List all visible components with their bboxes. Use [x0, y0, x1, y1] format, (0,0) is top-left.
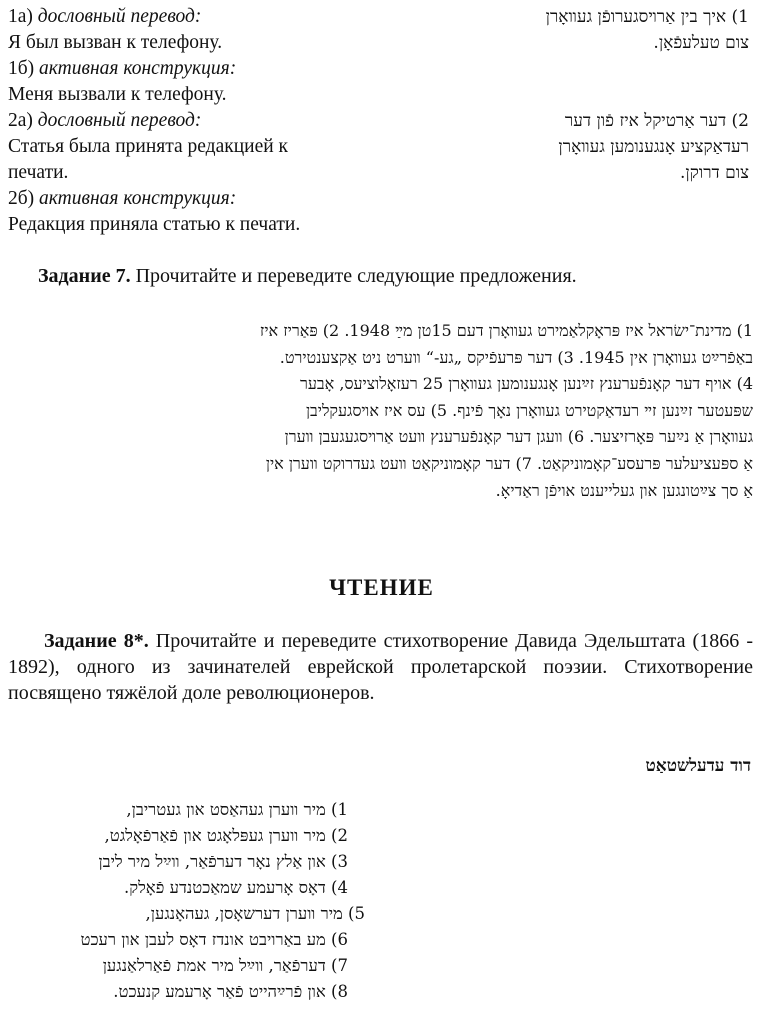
sentence-line: אַ ספּעציעלער פּרעסע־קאָמוניקאַט. 7) דער קאָמוניקאַט װעט געדרוקט װערן אין: [265, 453, 753, 473]
sentence-line: געװאָרן אַ נײַער פּאָרזיצער. 6) װעגן דער קאָנפֿערענץ װעט אַרױסגעגעבן װערן: [284, 427, 753, 447]
sentence-line: 1) מדינת־ישׂראל איז פּראָקלאַמירט געװאָרן דעם 15טן מײַ 1948. 2) פּאַריז איז: [259, 321, 753, 340]
task-8-instruction: Прочитайте и переведите стихотворение Давида Эдельштата (1866 - 1892), одного из зачинателей еврейской пролетарской поэзии. Стихотворение посвящено тяжёлой доле революционеров.: [8, 630, 753, 704]
poem-line: 2) מיר װערן געפּלאָגט און פֿאַרפֿאָלגט,: [104, 826, 348, 845]
examples-russian-column: [8, 4, 413, 238]
poem-line: 3) און אַלץ נאָר דערפֿאַר, װײַל מיר ליבן: [98, 852, 348, 871]
sentence-line: 4) אויף דער קאָנפֿערענץ זײַנען אָנגענומען געװאָרן 25 רעזאָלוציעס, אָבער: [300, 374, 753, 394]
yiddish-example-2: 2) דער אַרטיקל איז פֿון דער רעדאַקציע אָנגענומען געװאָרן צום דרוקן.: [558, 111, 749, 183]
poem-line: 6) מע באַרויבט אונדז דאָס לעבן און רעכט: [80, 930, 348, 949]
poem-line: 8) און פֿרײַהייט פֿאַר אָרעמע קנעכט.: [113, 982, 348, 1001]
example-line: Редакция приняла статью к печати.: [8, 214, 301, 235]
poem-line: 4) דאָס אָרעמע שמאַכטנדע פֿאָלק.: [124, 878, 348, 897]
poem-line: 7) דערפֿאַר, װײַל מיר אמת פֿאַרלאַנגען: [102, 956, 348, 975]
sentence-line: אַ סך צײַטונגען און געלייענט אויפֿן ראַדיאָ.: [495, 480, 753, 500]
sentence-line: שפּעטער זײַנען זײ רעדאַקטירט געװאָרן נאָך פֿינף. 5) עס איז אױסגעקליבן: [305, 400, 753, 420]
task-8-label: Задание 8*.: [44, 630, 149, 652]
example-line: Меня вызвали к телефону.: [8, 84, 227, 105]
section-heading: ЧТЕНИЕ: [329, 575, 434, 600]
task-7-label: Задание 7.: [38, 265, 131, 287]
example-line: 2б) активная конструкция:: [8, 188, 237, 209]
example-line: Статья была принята редакцией к: [8, 136, 289, 157]
example-line: 1б) активная конструкция:: [8, 58, 237, 79]
example-line: 1а) дословный перевод:: [8, 6, 202, 27]
task-7-sentences: [8, 318, 753, 504]
yiddish-example-1: 1) איך בין אַרױסגערופֿן געװאָרן צום טעלעפֿאָן.: [545, 7, 749, 53]
task-8-paragraph: [8, 628, 753, 706]
poem-author: דוד עדעלשטאַט: [645, 756, 751, 776]
sentence-line: באַפֿרײַט געװאָרן אין 1945. 3) דער פּרעפֿיקס „גע-“ װערט ניט אַקצענטירט.: [279, 347, 753, 367]
poem-line: 1) מיר װערן געהאַסט און געטריבן,: [126, 800, 348, 819]
task-7-instruction: Прочитайте и переведите следующие предложения.: [130, 265, 577, 287]
example-line: печати.: [8, 162, 69, 183]
example-line: Я был вызван к телефону.: [8, 32, 223, 53]
poem-line: 5) מיר װערן דערשאָסן, געהאָנגען,: [145, 904, 365, 923]
task-7-heading: [38, 263, 577, 289]
example-line: 2а) дословный перевод:: [8, 110, 202, 131]
